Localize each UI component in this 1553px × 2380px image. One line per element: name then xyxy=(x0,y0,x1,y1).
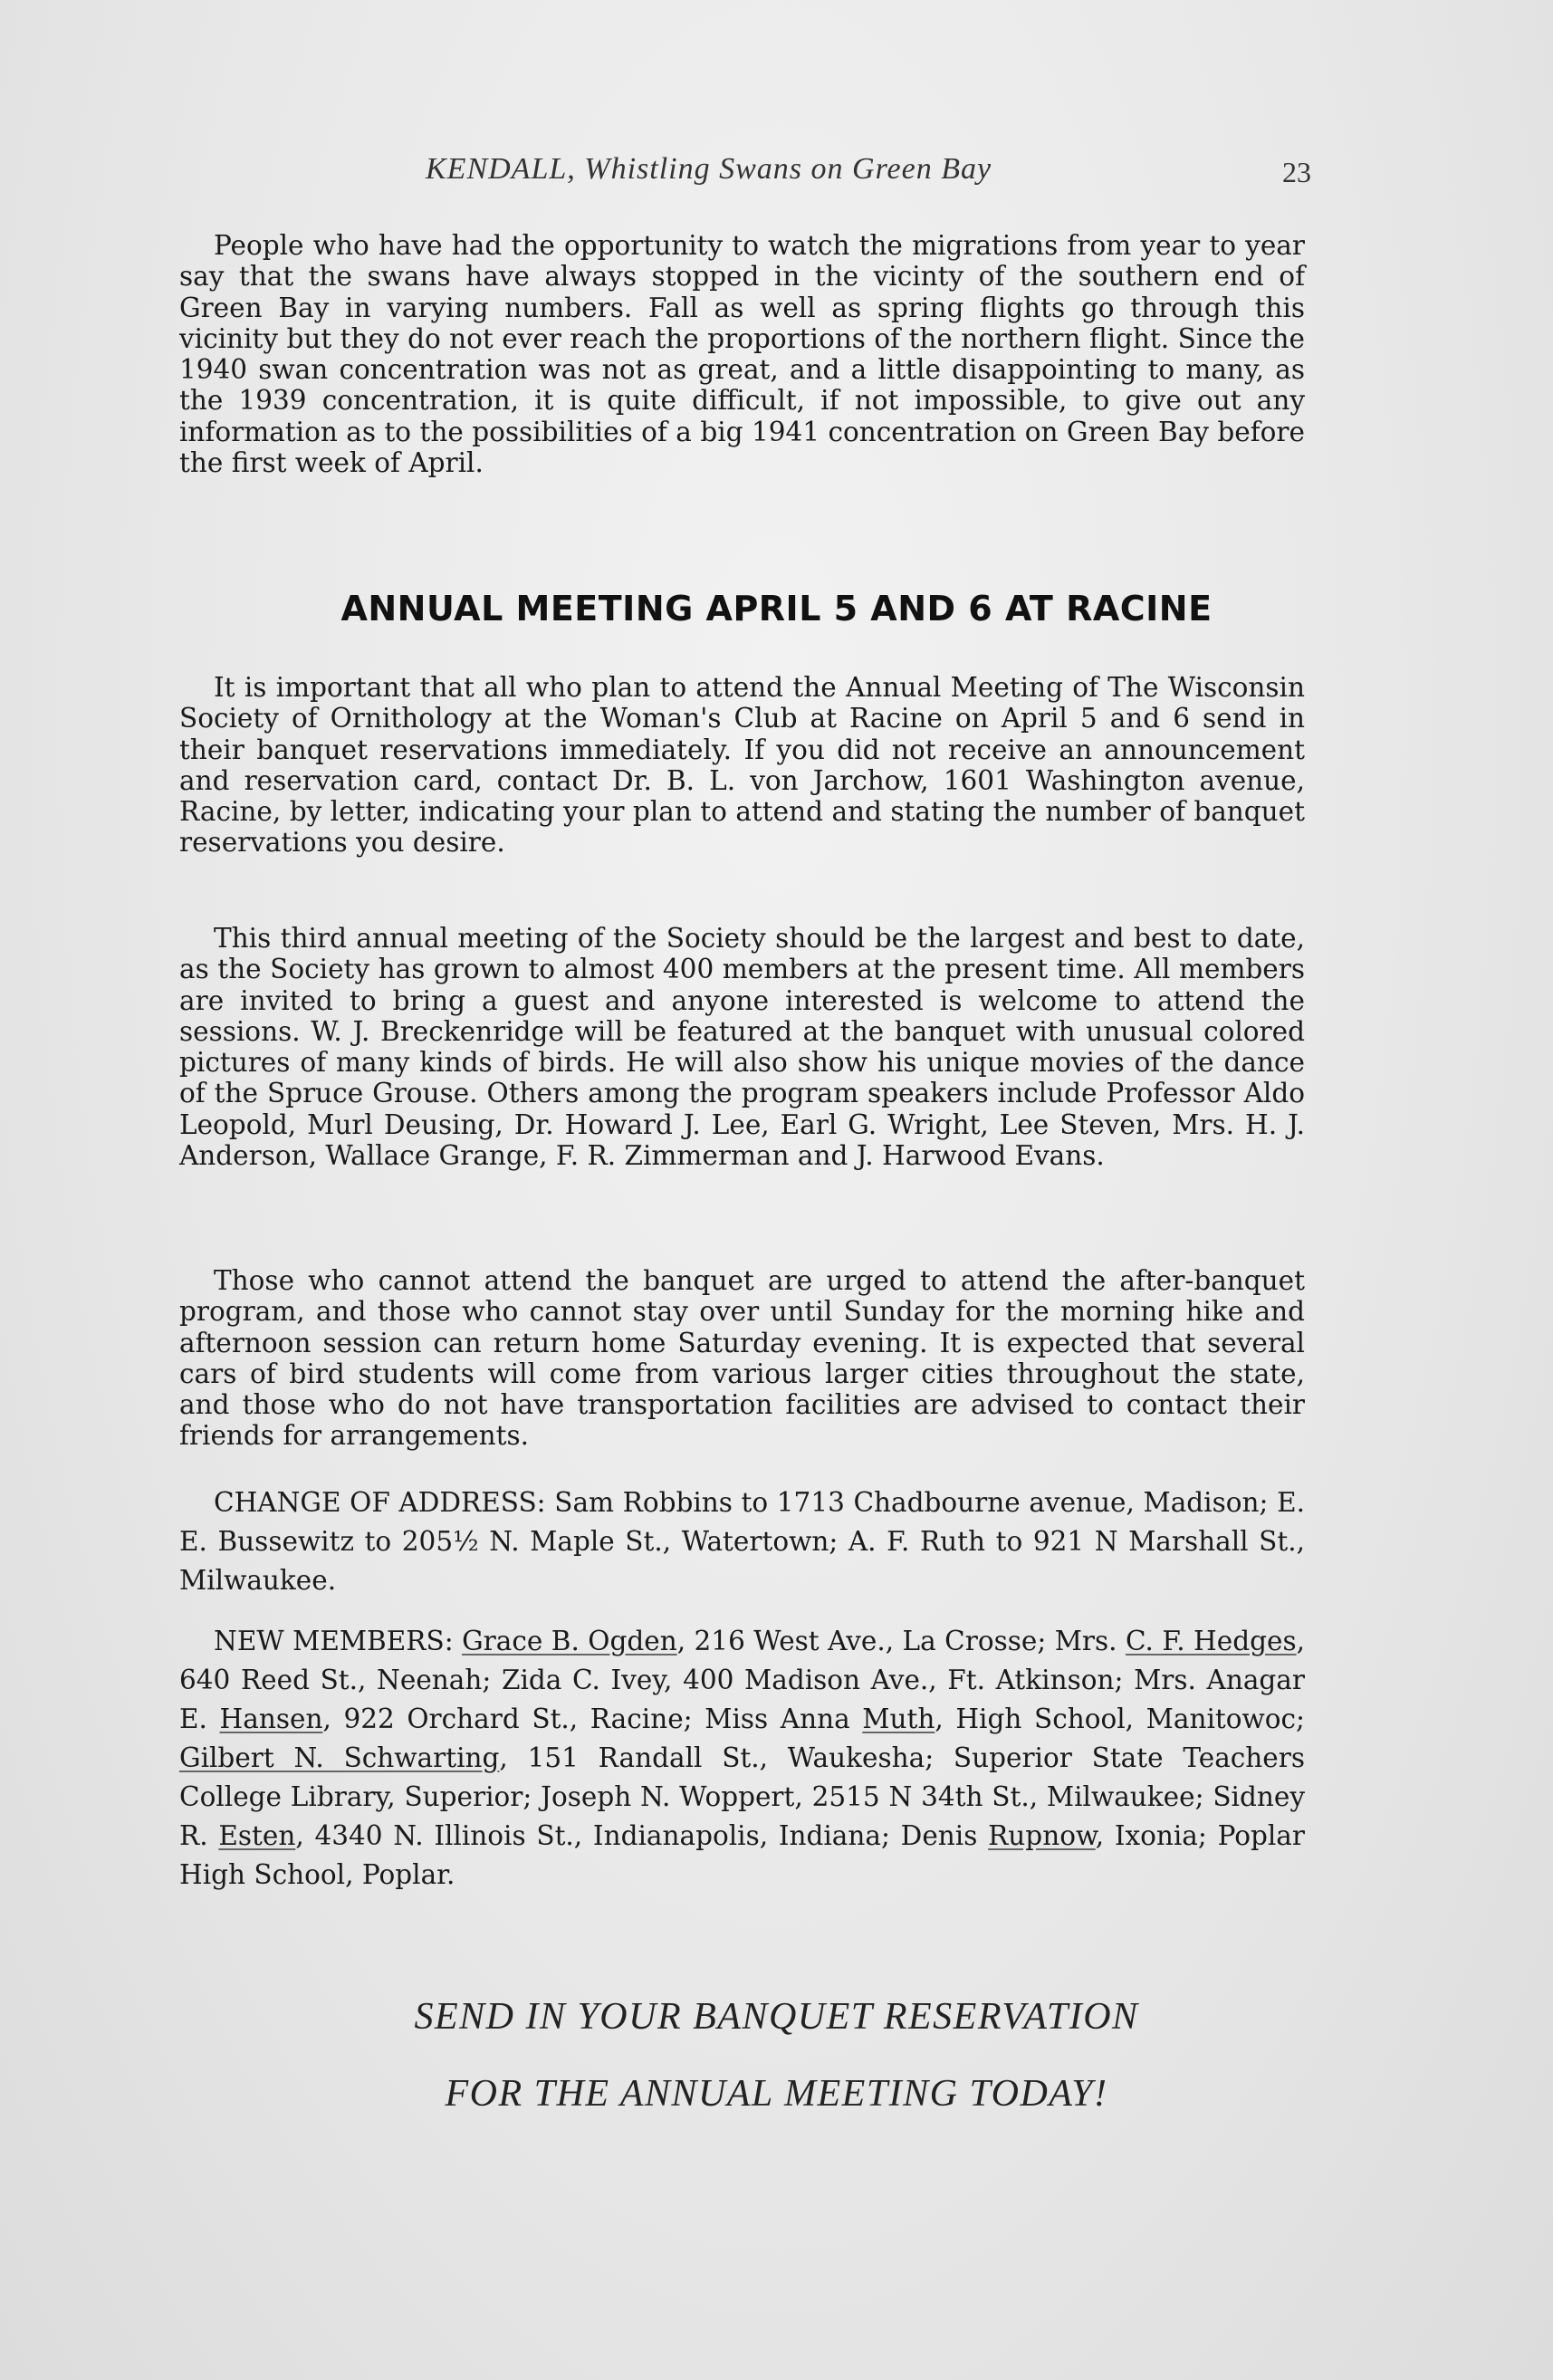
member-address: , 151 Randall St., Waukesha; Superior State Teachers College Library, Superior; Joseph N. Woppert, 2515 N 34th St., Milwaukee; Sidney R. xyxy=(179,1742,1305,1851)
meeting-paragraph-3: Those who cannot attend the banquet are urged to attend the after-banquet program, and those who cannot stay over until Sunday for the morning hike and afternoon session can return home Saturday evening. It is expected that several cars of bird students will come from various larger cities throughout the state, and those who do not have transportation facilities are advised to contact their friends for arrangements. xyxy=(179,1265,1305,1452)
running-head: KENDALL, Whistling Swans on Green Bay xyxy=(426,152,992,186)
change-of-address-text: Sam Robbins to 1713 Chadbourne avenue, Madison; E. E. Bussewitz to 205½ N. Maple St., Watertown; A. F. Ruth to 921 N Marshall St., Milwaukee. xyxy=(179,1487,1305,1596)
new-members-block xyxy=(179,1622,1305,1895)
new-members-paragraph xyxy=(179,1622,1305,1895)
member-name: Gilbert N. Schwarting xyxy=(179,1742,500,1773)
member-name: C. F. Hedges xyxy=(1126,1626,1297,1656)
member-name: Rupnow xyxy=(988,1820,1096,1851)
meeting-paragraph-2-block xyxy=(179,923,1305,1171)
change-of-address-block xyxy=(179,1483,1305,1600)
member-address: , 216 West Ave., La Crosse; Mrs. xyxy=(676,1626,1126,1656)
change-of-address-label: CHANGE OF ADDRESS: xyxy=(214,1487,546,1518)
member-address: , 640 Reed St., Neenah; Zida C. Ivey, 400 Madison Ave., Ft. Atkinson; Mrs. Anagar E. xyxy=(179,1626,1305,1734)
new-members-label: NEW MEMBERS: xyxy=(214,1626,454,1656)
member-name: Muth xyxy=(862,1703,935,1734)
meeting-paragraph-3-block xyxy=(179,1265,1305,1452)
closing-line-2: FOR THE ANNUAL MEETING TODAY! xyxy=(445,2073,1108,2115)
page-number: 23 xyxy=(1282,156,1311,188)
member-address: , High School, Manitowoc; xyxy=(935,1703,1305,1734)
member-name: Grace B. Ogden xyxy=(462,1626,677,1656)
member-name: Hansen xyxy=(219,1703,323,1734)
meeting-paragraph-1: It is important that all who plan to attend the Annual Meeting of The Wisconsin Society of Ornithology at the Woman's Club at Racine on April 5 and 6 send in their banquet reservations immediately. If you did not receive an announcement and reservation card, contact Dr. B. L. von Jarchow, 1601 Washington avenue, Racine, by letter, indicating your plan to attend and stating the number of banquet reservations you desire. xyxy=(179,672,1305,859)
intro-paragraph: People who have had the opportunity to watch the migrations from year to year say that the swans have always stopped in the vicinty of the southern end of Green Bay in varying numbers. Fall as well as spring flights go through this vicinity but they do not ever reach the proportions of the northern flight. Since the 1940 swan concentration was not as great, and a little disappointing to many, as the 1939 concentration, it is quite difficult, if not impossible, to give out any information as to the possibilities of a big 1941 concentration on Green Bay before the first week of April. xyxy=(179,230,1305,479)
meeting-paragraph-1-block xyxy=(179,672,1305,859)
member-address: , 922 Orchard St., Racine; Miss Anna xyxy=(322,1703,863,1734)
closing-line-1: SEND IN YOUR BANQUET RESERVATION xyxy=(414,1996,1139,2038)
meeting-heading: ANNUAL MEETING APRIL 5 AND 6 AT RACINE xyxy=(340,589,1213,629)
meeting-paragraph-2: This third annual meeting of the Society should be the largest and best to date, as the Society has grown to almost 400 members at the present time. All members are invited to bring a guest and anyone interested is welcome to attend the sessions. W. J. Breckenridge will be featured at the banquet with unusual colored pictures of many kinds of birds. He will also show his unique movies of the dance of the Spruce Grouse. Others among the program speakers include Professor Aldo Leopold, Murl Deusing, Dr. Howard J. Lee, Earl G. Wright, Lee Steven, Mrs. H. J. Anderson, Wallace Grange, F. R. Zimmerman and J. Harwood Evans. xyxy=(179,923,1305,1172)
member-name: Esten xyxy=(218,1820,296,1851)
member-address: , Ixonia; Poplar High School, Poplar. xyxy=(179,1820,1305,1890)
change-of-address-paragraph xyxy=(179,1483,1305,1600)
member-address: , 4340 N. Illinois St., Indianapolis, Indiana; Denis xyxy=(295,1820,989,1851)
intro-section xyxy=(179,230,1305,478)
